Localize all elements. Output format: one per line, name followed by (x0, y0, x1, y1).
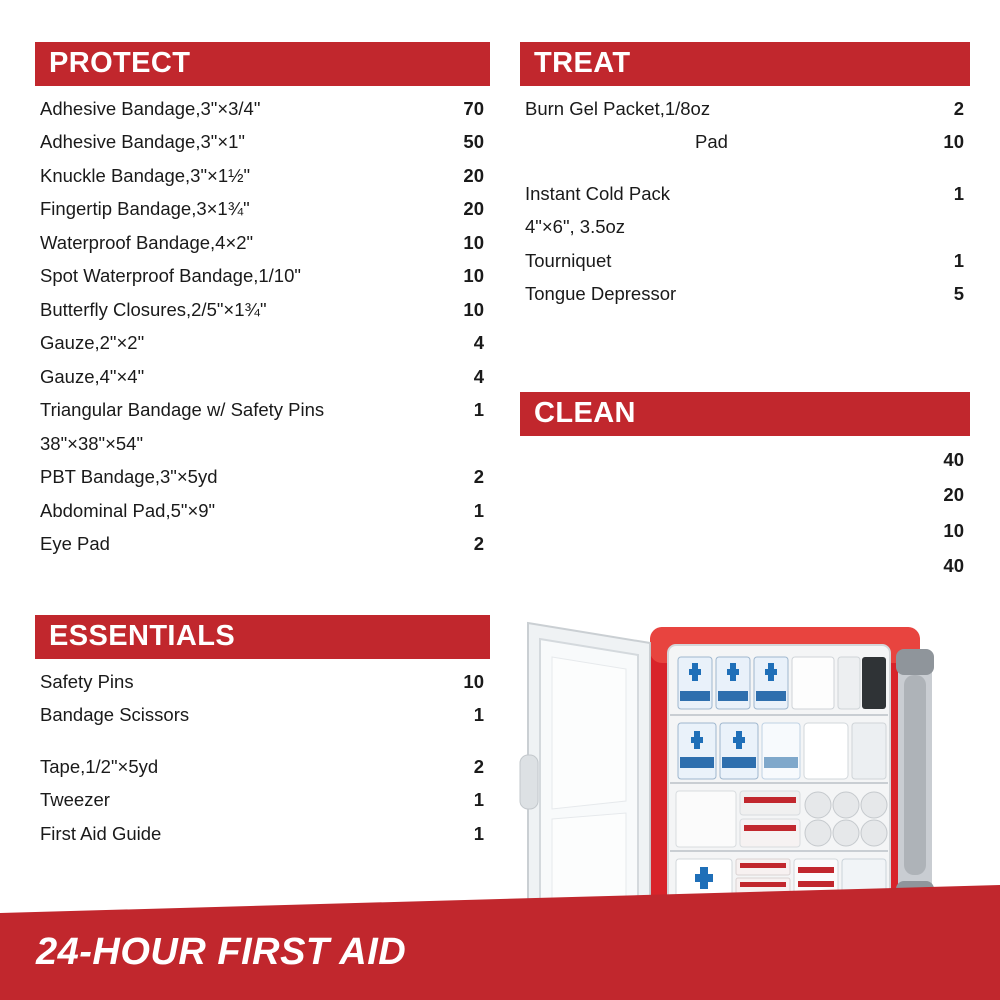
item-qty: 20 (943, 484, 964, 506)
section-title-treat: TREAT (520, 42, 970, 86)
list-item-spacer (520, 159, 970, 177)
item-label: First Aid Guide (40, 822, 162, 844)
item-label: Adhesive Bandage,3"×3/4" (40, 97, 261, 119)
section-title-essentials: ESSENTIALS (35, 615, 490, 659)
list-item (520, 278, 970, 312)
banner-title: 24-HOUR FIRST AID (36, 931, 407, 973)
item-qty: 1 (473, 822, 484, 844)
item-qty: 2 (473, 466, 484, 488)
list-item (35, 260, 490, 294)
item-qty: 2 (953, 97, 964, 119)
item-qty: 1 (473, 499, 484, 521)
item-label: Eye Pad (40, 533, 110, 555)
list-item (35, 528, 490, 562)
item-label: PBT Bandage,3"×5yd (40, 466, 218, 488)
list-item (520, 513, 970, 549)
list-item (520, 442, 970, 478)
list-item (35, 665, 490, 699)
item-label: Butterfly Closures,2/5"×1¾" (40, 298, 267, 320)
item-qty: 5 (953, 283, 964, 305)
section-treat (520, 42, 970, 311)
item-label: 38"×38"×54" (40, 432, 144, 454)
item-label: Triangular Bandage w/ Safety Pins (40, 399, 325, 421)
list-item (35, 461, 490, 495)
list-item (520, 478, 970, 514)
item-label: Tape,1/2"×5yd (40, 755, 159, 777)
item-label: Tongue Depressor (525, 283, 677, 305)
item-qty: 10 (463, 298, 484, 320)
item-qty: 40 (943, 555, 964, 577)
item-label: Spot Waterproof Bandage,1/10" (40, 265, 301, 287)
item-label: Tourniquet (525, 249, 612, 271)
list-item (35, 126, 490, 160)
list-item (35, 784, 490, 818)
section-list-essentials (35, 665, 490, 851)
section-list-treat (520, 92, 970, 311)
list-item (520, 126, 970, 160)
item-qty: 4 (473, 332, 484, 354)
item-qty: 2 (473, 755, 484, 777)
item-qty: 2 (473, 533, 484, 555)
list-item (35, 750, 490, 784)
list-item (35, 394, 490, 428)
item-label: 4"×6", 3.5oz (525, 216, 626, 238)
item-label: Gauze,2"×2" (40, 332, 145, 354)
item-qty: 4 (473, 365, 484, 387)
item-qty: 20 (463, 198, 484, 220)
list-item (35, 159, 490, 193)
item-qty: 10 (463, 265, 484, 287)
item-label: Bandage Scissors (40, 704, 190, 726)
item-label: Safety Pins (40, 670, 134, 692)
list-item (35, 817, 490, 851)
item-qty: 1 (473, 704, 484, 726)
list-item (520, 211, 970, 245)
list-item (35, 327, 490, 361)
list-item-spacer (35, 732, 490, 750)
item-qty: 50 (463, 131, 484, 153)
item-label: Burn Gel Packet,1/8oz (525, 97, 711, 119)
item-label: Adhesive Bandage,3"×1" (40, 131, 245, 153)
list-item (35, 92, 490, 126)
item-qty: 1 (953, 182, 964, 204)
item-qty: 1 (473, 399, 484, 421)
item-qty: 40 (943, 448, 964, 470)
item-qty: 20 (463, 164, 484, 186)
item-qty: 1 (953, 249, 964, 271)
list-item (35, 226, 490, 260)
item-label: Instant Cold Pack (525, 182, 670, 204)
item-label: Fingertip Bandage,3×1¾" (40, 198, 250, 220)
item-qty: 10 (463, 670, 484, 692)
item-label: Knuckle Bandage,3"×1½" (40, 164, 251, 186)
section-title-clean: CLEAN (520, 392, 970, 436)
item-qty: 10 (943, 131, 964, 153)
list-item (520, 177, 970, 211)
list-item (35, 193, 490, 227)
section-essentials (35, 615, 490, 851)
section-clean (520, 392, 970, 584)
item-label: Tweezer (40, 789, 110, 811)
list-item (35, 360, 490, 394)
list-item (35, 293, 490, 327)
section-protect (35, 42, 490, 561)
item-qty: 10 (943, 519, 964, 541)
list-item (520, 244, 970, 278)
list-item (520, 549, 970, 585)
item-label: Pad (695, 131, 728, 153)
section-list-protect (35, 92, 490, 561)
item-label: Waterproof Bandage,4×2" (40, 231, 254, 253)
item-qty: 70 (463, 97, 484, 119)
list-item (35, 699, 490, 733)
section-list-clean (520, 442, 970, 584)
section-title-protect: PROTECT (35, 42, 490, 86)
list-item (35, 427, 490, 461)
list-item (35, 494, 490, 528)
item-qty: 1 (473, 789, 484, 811)
item-label: Gauze,4"×4" (40, 365, 145, 387)
item-qty: 10 (463, 231, 484, 253)
list-item (520, 92, 970, 126)
item-label: Abdominal Pad,5"×9" (40, 499, 216, 521)
